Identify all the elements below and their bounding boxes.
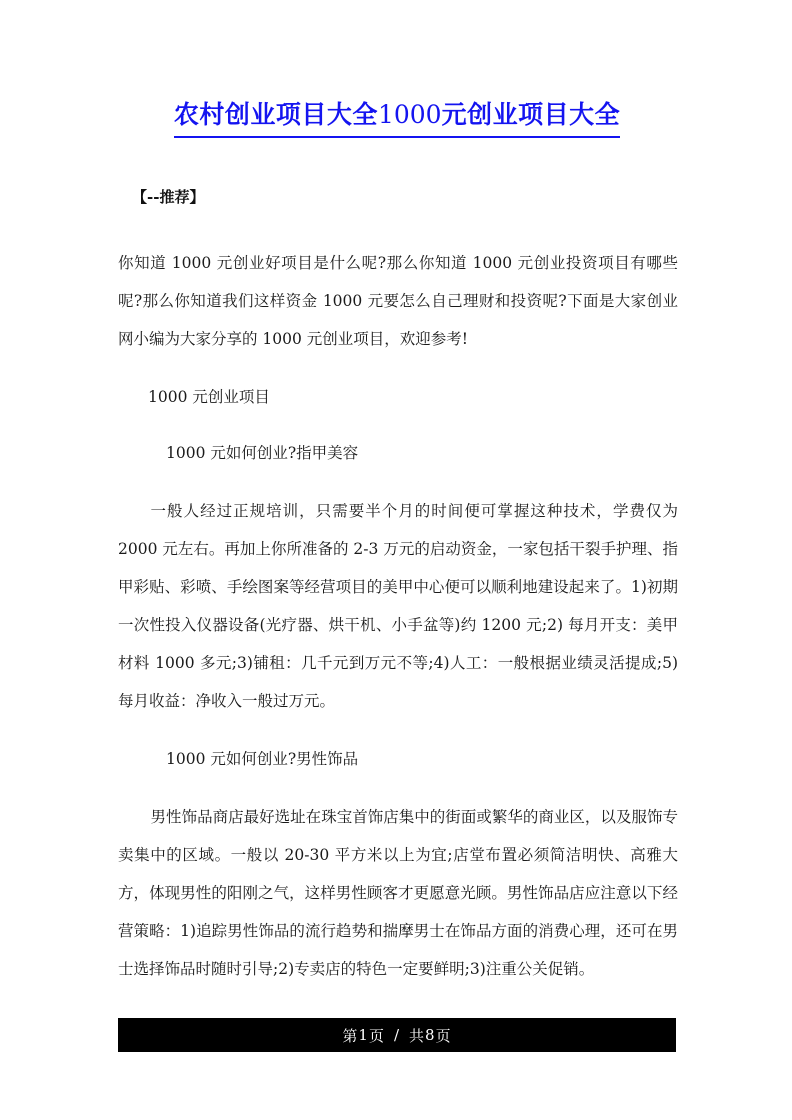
page-title (118, 98, 676, 138)
subsection-paragraph-nail-beauty: 一般人经过正规培训，只需要半个月的时间便可掌握这种技术，学费仅为 2000 元左右。再加上你所准备的 2-3 万元的启动资金，一家包括干裂手护理、指甲彩贴、彩喷、手绘图案等经营项目的美甲中心便可以顺利地建设起来了。1)初期一次性投入仪器设备(光疗器、烘干机、小手盆等)约 1200 元;2) 每月开支：美甲材料 1000 多元;3)铺租：几千元到万元不等;4)人工：一般根据业绩灵活提成;5)每月收益：净收入一般过万元。 (118, 502, 678, 710)
subsection-heading-nail-beauty: 1000 元如何创业?指甲美容 (166, 444, 359, 462)
spacer (118, 414, 678, 436)
spacer (118, 214, 678, 244)
footer-current-page-prefix: 第 (342, 1026, 359, 1045)
page-title-underlined-text (174, 98, 620, 138)
page-footer (118, 1018, 676, 1052)
footer-page-unit: 页 (368, 1026, 385, 1045)
spacer (118, 720, 678, 742)
recommend-tag: 【--推荐】 (132, 188, 205, 206)
footer-total-unit: 页 (435, 1026, 452, 1045)
subsection-heading-mens-accessories: 1000 元如何创业?男性饰品 (166, 750, 359, 768)
spacer (118, 470, 678, 492)
footer-current-page: 1 (358, 1026, 369, 1044)
subsection-paragraph-mens-accessories: 男性饰品商店最好选址在珠宝首饰店集中的街面或繁华的商业区，以及服饰专卖集中的区域。一般以 20-30 平方米以上为宜;店堂布置必须简洁明快、高雅大方，体现男性的阳刚之气，这样男性顾客才更愿意光顾。男性饰品店应注意以下经营策略：1)追踪男性饰品的流行趋势和揣摩男士在饰品方面的消费心理，还可在男士选择饰品时随时引导;2)专卖店的特色一定要鲜明;3)注重公关促销。 (118, 808, 678, 978)
footer-total-prefix: 共 (409, 1026, 426, 1045)
intro-paragraph: 你知道 1000 元创业好项目是什么呢?那么你知道 1000 元创业投资项目有哪些呢?那么你知道我们这样资金 1000 元要怎么自己理财和投资呢?下面是大家创业网小编为大家分享的 1000 元创业项目，欢迎参考! (118, 254, 678, 348)
spacer (118, 358, 678, 380)
spacer (118, 776, 678, 798)
page-title-suffix: 元创业项目大全 (441, 100, 621, 129)
footer-separator: / (393, 1026, 401, 1044)
document-body (118, 180, 678, 988)
page-title-prefix: 农村创业项目大全 (173, 100, 378, 129)
footer-total-pages: 8 (425, 1026, 436, 1044)
page-title-number: 1000 (377, 100, 442, 129)
section-heading: 1000 元创业项目 (148, 388, 270, 406)
